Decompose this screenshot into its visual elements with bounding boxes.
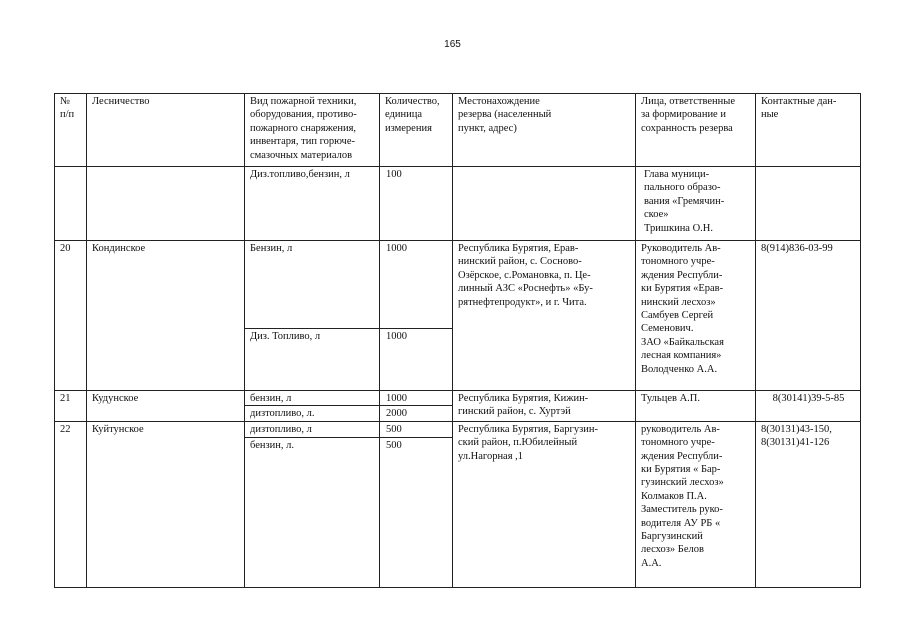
row-20-num: 20 (55, 241, 87, 391)
row-20-responsible: Руководитель Ав- тономного учре- ждения Республи- ки Бурятия «Ерав- нинский лесхоз» Самбуев Сергей Семенович. ЗАО «Байкальская лесная компания» Володченко А.А. (636, 241, 756, 391)
row-21-num: 21 (55, 391, 87, 422)
header-equipment: Вид пожарной техники, оборудования, противо- пожарного снаряжения, инвентаря, тип горюче- смазочных материалов (245, 94, 380, 167)
row-22-qty-2: 500 (380, 437, 453, 587)
cont-num-cell (55, 167, 87, 241)
page-number: 165 (444, 39, 461, 50)
row-21-forestry: Кудунское (87, 391, 245, 422)
cont-qty: 100 (380, 167, 453, 241)
row-21-qty-2: 2000 (380, 406, 453, 421)
row-21-responsible: Тульцев А.П. (636, 391, 756, 422)
row-21-qty-1: 1000 (380, 391, 453, 406)
cont-forestry-cell (87, 167, 245, 241)
table-row-22 (55, 421, 861, 437)
row-21-item-2: дизтопливо, л. (245, 406, 380, 421)
header-num: № п/п (55, 94, 87, 167)
row-20-item-1: Бензин, л (245, 241, 380, 329)
row-22-item-2: бензин, л. (245, 437, 380, 587)
fire-reserve-table (54, 93, 861, 588)
row-20-item-2: Диз. Топливо, л (245, 329, 380, 391)
table-row-21 (55, 391, 861, 406)
row-20-contacts: 8(914)836-03-99 (756, 241, 861, 391)
row-22-responsible: руководитель Ав- тономного учре- ждения Республи- ки Бурятия « Бар- гузинский лесхоз» Колмаков П.А. Заместитель руко- водителя АУ РБ « Баргузинский лесхоз» Белов А.А. (636, 421, 756, 587)
cont-item: Диз.топливо,бензин, л (245, 167, 380, 241)
row-22-forestry: Куйтунское (87, 421, 245, 587)
row-22-contacts: 8(30131)43-150, 8(30131)41-126 (756, 421, 861, 587)
row-21-item-1: бензин, л (245, 391, 380, 406)
row-22-num: 22 (55, 421, 87, 587)
row-20-qty-2: 1000 (380, 329, 453, 391)
header-responsible: Лица, ответственные за формирование и сохранность резерва (636, 94, 756, 167)
header-forestry: Лесничество (87, 94, 245, 167)
cont-responsible: Глава муници- пального образо- вания «Гремячин- ское» Тришкина О.Н. (636, 167, 756, 241)
row-20-qty-1: 1000 (380, 241, 453, 329)
row-20-location: Республика Бурятия, Ерав- нинский район, с. Сосново- Озёрское, с.Романовка, п. Це- линный АЗС «Роснефть» «Бу- рятнефтепродукт», и г. Чита. (453, 241, 636, 391)
cont-location-cell (453, 167, 636, 241)
table-row-20 (55, 241, 861, 329)
continuation-row (55, 167, 861, 241)
row-20-forestry: Кондинское (87, 241, 245, 391)
row-22-location: Республика Бурятия, Баргузин- ский район, п.Юбилейный ул.Нагорная ,1 (453, 421, 636, 587)
row-22-qty-1: 500 (380, 421, 453, 437)
cont-contacts-cell (756, 167, 861, 241)
header-contacts: Контактные дан- ные (756, 94, 861, 167)
row-22-item-1: дизтопливо, л (245, 421, 380, 437)
row-21-location: Республика Бурятия, Кижин- гинский район, с. Хуртэй (453, 391, 636, 422)
header-location: Местонахождение резерва (населенный пункт, адрес) (453, 94, 636, 167)
header-quantity: Количество, единица измерения (380, 94, 453, 167)
row-21-contacts: 8(30141)39-5-85 (756, 391, 861, 422)
header-row (55, 94, 861, 167)
